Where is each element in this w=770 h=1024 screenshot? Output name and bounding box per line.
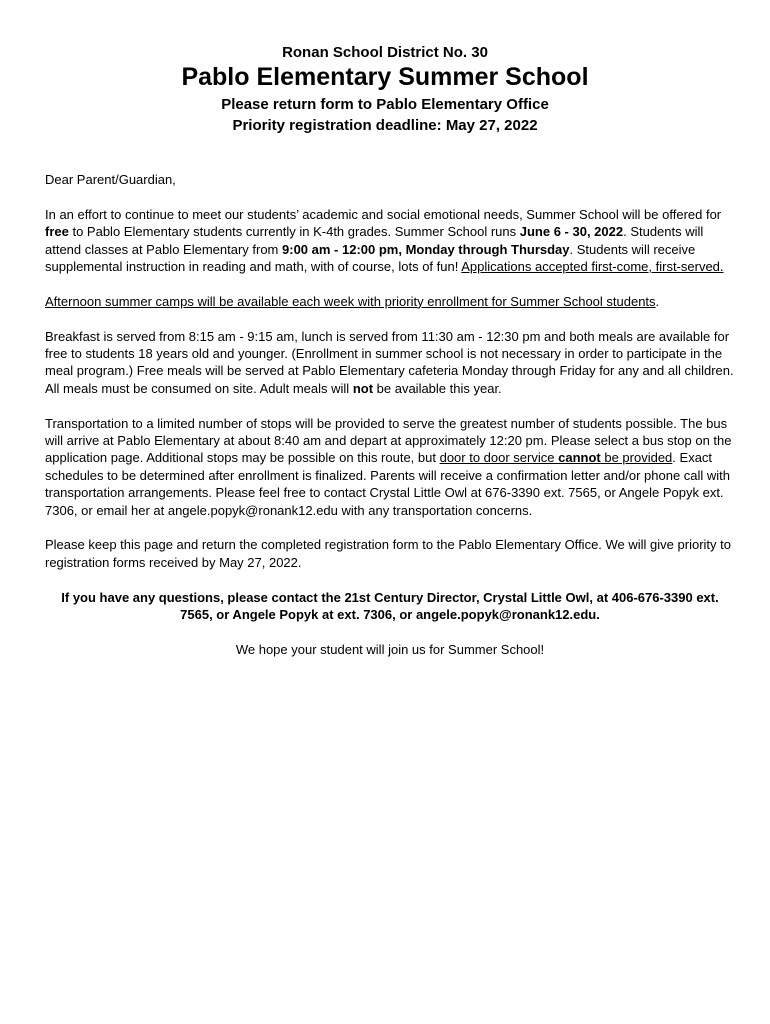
cannot-emphasis: cannot xyxy=(558,450,601,466)
door-service-underlined-1: door to door service xyxy=(439,450,559,466)
program-text-1: In an effort to continue to meet our students’ academic and social emotional needs, Summer School will be offered for xyxy=(45,206,722,222)
first-come-note: Applications accepted first-come, first-served. xyxy=(461,259,724,275)
return-paragraph: Please keep this page and return the completed registration form to the Pablo Elementary Office. We will give priority to registration forms received by May 27, 2022. xyxy=(45,537,731,570)
return-instructions: Please return form to Pablo Elementary Office xyxy=(221,96,549,113)
camps-note: Afternoon summer camps will be available each week with priority enrollment for Summer School students xyxy=(45,293,656,309)
meals-text-2: be available this year. xyxy=(373,380,502,396)
greeting: Dear Parent/Guardian, xyxy=(45,172,176,187)
transport-text-1: Transportation to a limited number of stops will be provided to serve the greatest number of students possible. The bus will arrive at Pablo Elementary at about 8:40 am and depart at approximately 12:20 pm. Please select a bus stop on the application page. Additional stops may be possible on this route, but xyxy=(45,415,732,466)
transport-text-2: . Exact schedules to be determined after enrollment is finalized. Parents will receive a confirmation letter and/or phone call with transportation arrangements. Please feel free to contact Crystal Little Owl at 676-3390 ext. 7565, or Angele Popyk ext. 7306, or email her at angele.popyk@ronank12.edu with any transportation concerns. xyxy=(45,450,731,518)
program-dates: June 6 - 30, 2022 xyxy=(519,224,624,240)
closing-line: We hope your student will join us for Summer School! xyxy=(235,641,545,657)
program-text-3: . Students will attend classes at Pablo Elementary from xyxy=(45,224,704,257)
camps-paragraph xyxy=(45,293,735,310)
page-title: Pablo Elementary Summer School xyxy=(181,63,589,91)
registration-deadline: Priority registration deadline: May 27, 2022 xyxy=(232,117,538,134)
meals-paragraph xyxy=(45,328,735,398)
letter-body xyxy=(45,171,735,658)
door-service-underlined-2: be provided xyxy=(600,450,673,466)
not-emphasis: not xyxy=(352,380,374,396)
meals-text-1: Breakfast is served from 8:15 am - 9:15 am, lunch is served from 11:30 am - 12:30 pm and both meals are available for free to students 18 years old and younger. (Enrollment in summer school is not necessary in order to participate in the meal program.) Free meals will be served at Pablo Elementary cafeteria Monday through Friday for any and all children. All meals must be consumed on site. Adult meals will xyxy=(45,328,734,396)
program-hours: 9:00 am - 12:00 pm, Monday through Thursday xyxy=(282,241,570,257)
program-paragraph xyxy=(45,206,735,276)
questions-contact: If you have any questions, please contact the 21st Century Director, Crystal Little Owl, at 406-676-3390 ext. 7565, or Angele Popyk at ext. 7306, or angele.popyk@ronank12.edu. xyxy=(61,589,719,623)
transportation-paragraph xyxy=(45,415,735,519)
free-emphasis: free xyxy=(45,224,69,240)
district-name: Ronan School District No. 30 xyxy=(282,44,488,61)
program-text-4: . Students will receive supplemental instruction in reading and math, with of course, lots of fun! xyxy=(45,241,696,275)
camps-period: . xyxy=(655,293,660,309)
program-text-2: to Pablo Elementary students currently in K-4th grades. Summer School runs xyxy=(68,224,520,240)
